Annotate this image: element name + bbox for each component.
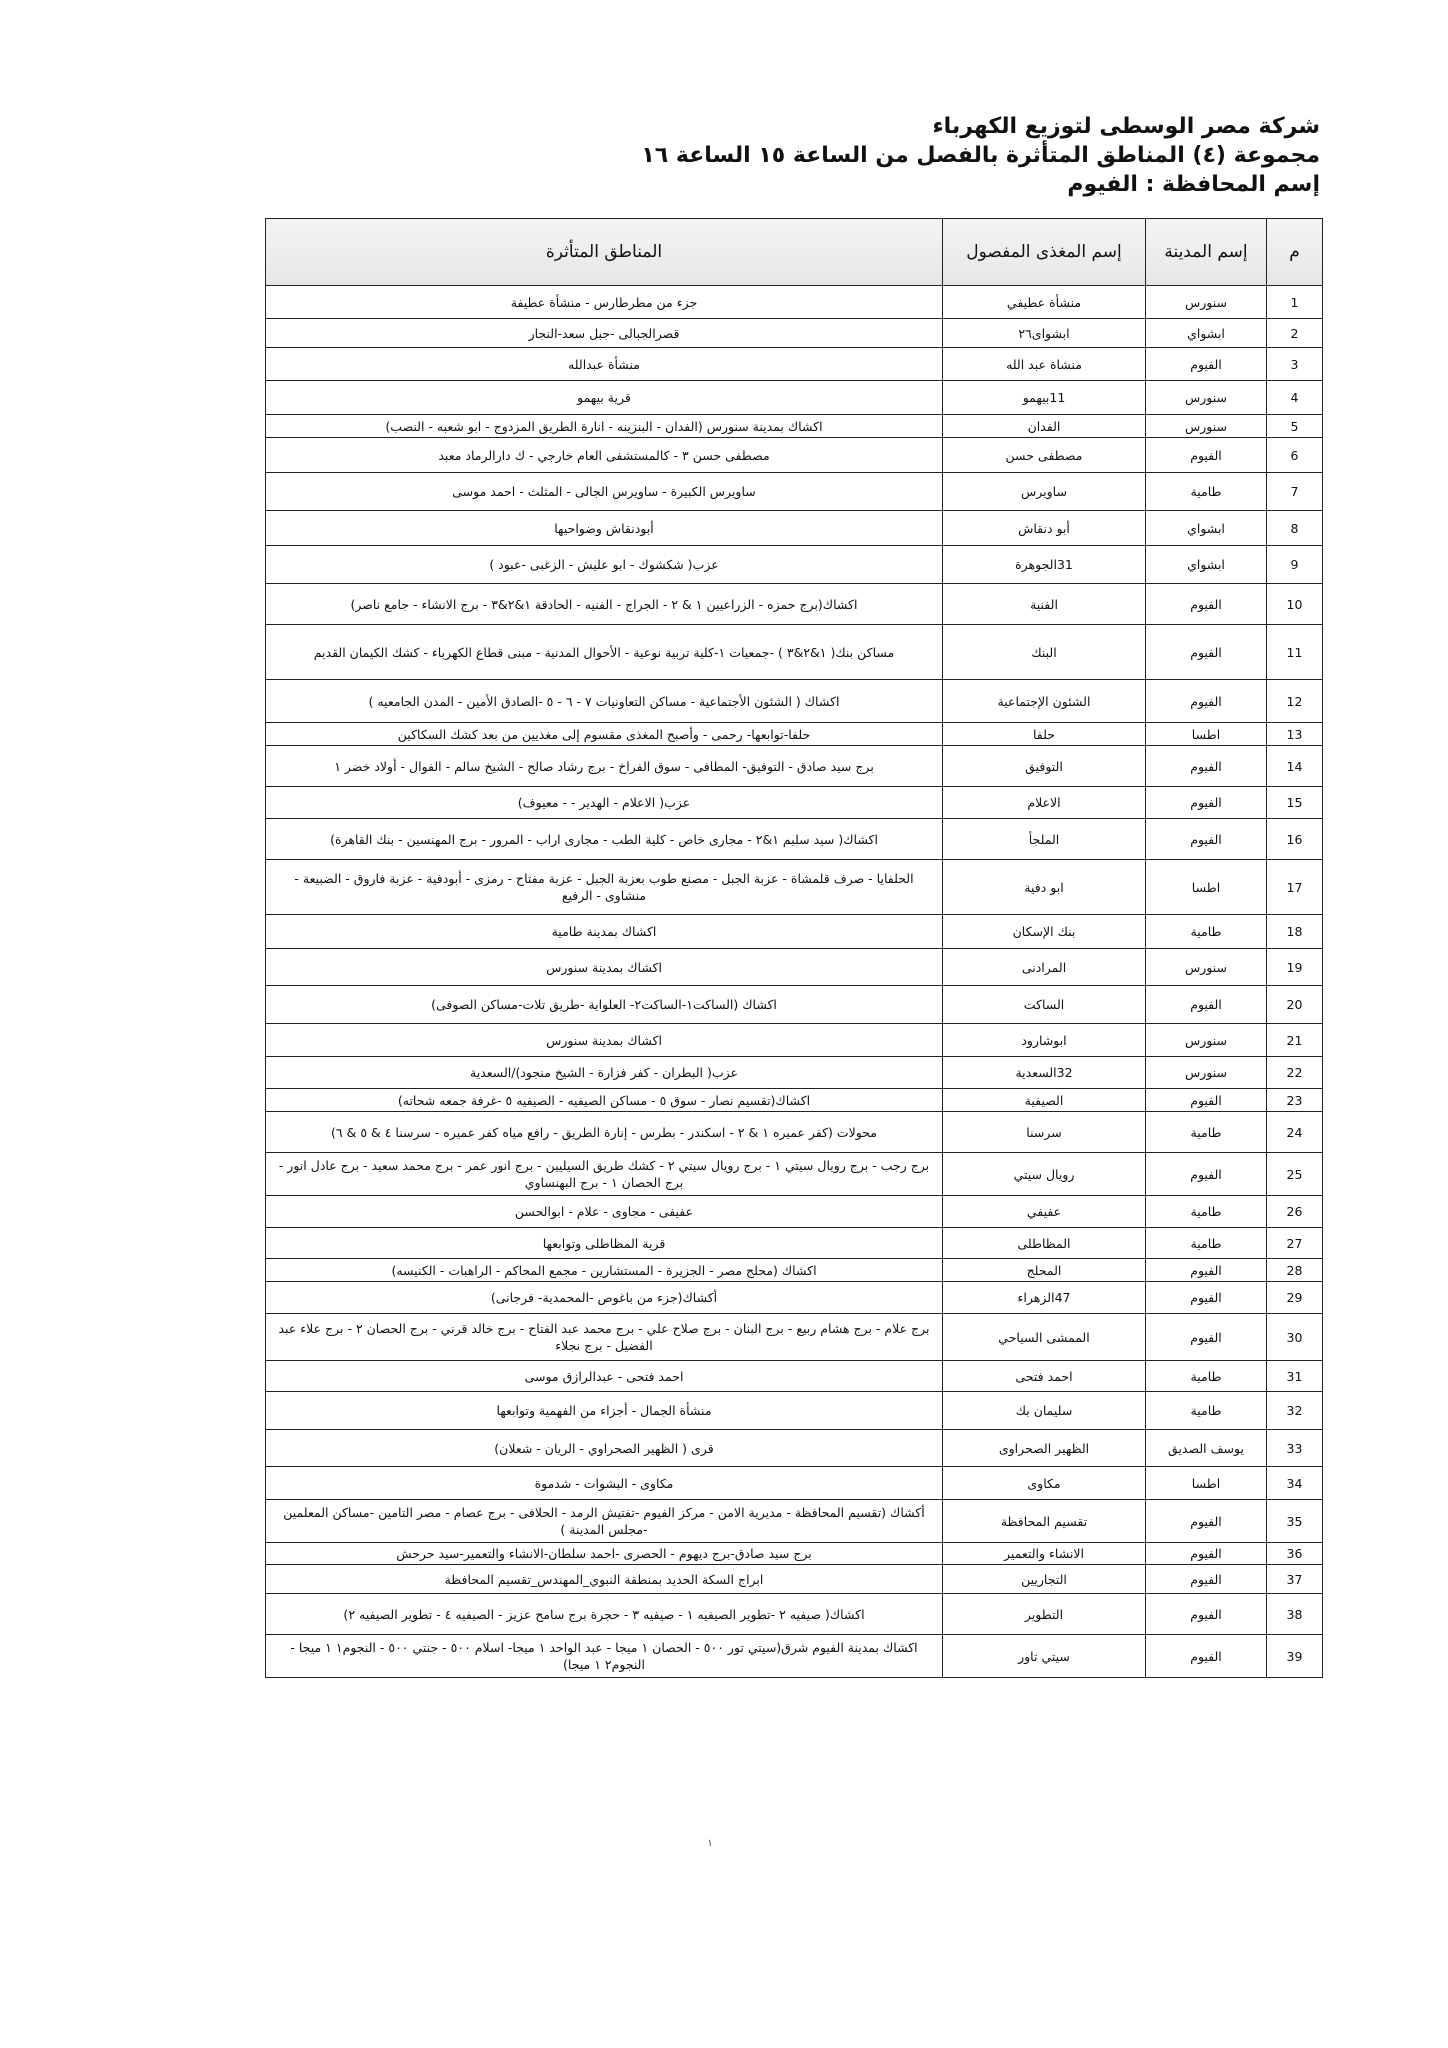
city-cell: سنورس: [1146, 1024, 1267, 1057]
affected-areas-cell: اكشاك بمدينة سنورس: [266, 949, 943, 986]
city-cell: ابشواي: [1146, 546, 1267, 584]
feeder-cell: ابشواى٢٦: [943, 319, 1146, 348]
affected-areas-cell: اكشاك (محلج مصر - الجزيرة - المستشارين - مجمع المحاكم - الراهبات - الكنيسه): [266, 1259, 943, 1282]
row-number-cell: 5: [1267, 415, 1323, 438]
city-cell: الفيوم: [1146, 584, 1267, 625]
row-number-cell: 18: [1267, 915, 1323, 949]
table-row: [266, 546, 1323, 584]
city-cell: طامية: [1146, 1361, 1267, 1392]
feeder-cell: مصطفى حسن: [943, 438, 1146, 473]
table-row: [266, 915, 1323, 949]
row-number-cell: 11: [1267, 625, 1323, 680]
city-cell: الفيوم: [1146, 1635, 1267, 1678]
table-row: [266, 680, 1323, 723]
row-number-cell: 31: [1267, 1361, 1323, 1392]
row-number-cell: 27: [1267, 1228, 1323, 1259]
table-row: [266, 319, 1323, 348]
feeder-cell: البنك: [943, 625, 1146, 680]
city-cell: الفيوم: [1146, 746, 1267, 787]
column-header-areas: المناطق المتأثرة: [266, 219, 943, 286]
affected-areas-cell: جزء من مطرطارس - منشأة عطيفة: [266, 286, 943, 319]
column-header-number: م: [1267, 219, 1323, 286]
feeder-cell: 11بيهمو: [943, 381, 1146, 415]
city-cell: طامية: [1146, 1112, 1267, 1153]
row-number-cell: 3: [1267, 348, 1323, 381]
row-number-cell: 26: [1267, 1196, 1323, 1228]
city-cell: سنورس: [1146, 949, 1267, 986]
table-row: [266, 1112, 1323, 1153]
column-header-city: إسم المدينة: [1146, 219, 1267, 286]
feeder-cell: التجاريين: [943, 1565, 1146, 1594]
row-number-cell: 25: [1267, 1153, 1323, 1196]
row-number-cell: 20: [1267, 986, 1323, 1024]
affected-areas-cell: قرية المظاطلى وتوابعها: [266, 1228, 943, 1259]
city-cell: الفيوم: [1146, 1594, 1267, 1635]
city-cell: طامية: [1146, 1196, 1267, 1228]
table-body: [266, 286, 1323, 1678]
feeder-cell: سرسنا: [943, 1112, 1146, 1153]
city-cell: الفيوم: [1146, 1153, 1267, 1196]
feeder-cell: ساويرس: [943, 473, 1146, 511]
row-number-cell: 4: [1267, 381, 1323, 415]
affected-areas-cell: عزب( شكشوك - ابو عليش - الزغبى -عبود ): [266, 546, 943, 584]
row-number-cell: 17: [1267, 860, 1323, 915]
city-cell: سنورس: [1146, 381, 1267, 415]
feeder-cell: الممشى السياحي: [943, 1314, 1146, 1361]
table-row: [266, 1314, 1323, 1361]
company-name: شركة مصر الوسطى لتوزيع الكهرباء: [932, 114, 1320, 139]
row-number-cell: 23: [1267, 1089, 1323, 1112]
affected-areas-cell: برج رجب - برج رويال سيتي ١ - برج رويال سيتي ٢ - كشك طريق السيليين - برج انور عمر - برج محمد سعيد - برج عادل انور - برج الحصان ١ - برج البهنساوي: [266, 1153, 943, 1196]
affected-areas-cell: عزب( البطران - كفر فزارة - الشيخ منجود)/السعدية: [266, 1057, 943, 1089]
feeder-cell: التوفيق: [943, 746, 1146, 787]
table-row: [266, 1361, 1323, 1392]
affected-areas-cell: أكشاك (تقسيم المحافظة - مديرية الامن - مركز الفيوم -تفتيش الرمد - الحلافى - برج عصام - مصر التامين -مساكن المعلمين -مجلس المدينة ): [266, 1500, 943, 1543]
table-header-row: [266, 219, 1323, 286]
affected-areas-cell: محولات (كفر عميره ١ & ٢ - اسكندر - بطرس - إنارة الطريق - رافع مياه كفر عميره - سرسنا ٤ & ٥ & ٦): [266, 1112, 943, 1153]
feeder-cell: سليمان بك: [943, 1392, 1146, 1430]
feeder-cell: الانشاء والتعمير: [943, 1543, 1146, 1565]
row-number-cell: 35: [1267, 1500, 1323, 1543]
feeder-cell: التطوير: [943, 1594, 1146, 1635]
feeder-cell: الساكت: [943, 986, 1146, 1024]
feeder-cell: الاعلام: [943, 787, 1146, 819]
table-row: [266, 1594, 1323, 1635]
table-row: [266, 286, 1323, 319]
affected-areas-cell: اكشاك بمدينة سنورس: [266, 1024, 943, 1057]
city-cell: الفيوم: [1146, 438, 1267, 473]
affected-areas-cell: اكشاك( سيد سليم ١&٢ - مجارى خاص - كلية الطب - مجارى اراب - المرور - برج المهنسين - بنك القاهرة): [266, 819, 943, 860]
city-cell: طامية: [1146, 473, 1267, 511]
feeder-cell: 32السعدية: [943, 1057, 1146, 1089]
table-row: [266, 584, 1323, 625]
row-number-cell: 19: [1267, 949, 1323, 986]
feeder-cell: الفدان: [943, 415, 1146, 438]
document-header: [70, 112, 1320, 199]
table-row: [266, 949, 1323, 986]
group-title: مجموعة (٤) المناطق المتأثرة بالفصل من الساعة ١٥ الساعة ١٦: [641, 143, 1320, 168]
table-row: [266, 1057, 1323, 1089]
feeder-cell: منشاة عبد الله: [943, 348, 1146, 381]
city-cell: طامية: [1146, 1228, 1267, 1259]
city-cell: طامية: [1146, 915, 1267, 949]
table-row: [266, 625, 1323, 680]
affected-areas-cell: برج علام - برج هشام ربيع - برج البنان - برج صلاح علي - برج محمد عبد الفتاح - برج خالد قرني - برج الحصان ٢ - برج علاء عبد الفضيل - برج نجلاء: [266, 1314, 943, 1361]
row-number-cell: 34: [1267, 1467, 1323, 1500]
row-number-cell: 1: [1267, 286, 1323, 319]
affected-areas-cell: احمد فتحى - عبدالرازق موسى: [266, 1361, 943, 1392]
city-cell: الفيوم: [1146, 986, 1267, 1024]
feeder-cell: الظهير الصحراوى: [943, 1430, 1146, 1467]
row-number-cell: 8: [1267, 511, 1323, 546]
city-cell: الفيوم: [1146, 1089, 1267, 1112]
feeder-cell: المرادنى: [943, 949, 1146, 986]
feeder-cell: عفيفي: [943, 1196, 1146, 1228]
table-row: [266, 1228, 1323, 1259]
row-number-cell: 38: [1267, 1594, 1323, 1635]
row-number-cell: 14: [1267, 746, 1323, 787]
affected-areas-cell: أبودنقاش وضواحيها: [266, 511, 943, 546]
affected-areas-cell: مساكن بنك( ١&٢&٣ ) -جمعيات ١-كلية تربية نوعية - الأحوال المدنية - مبنى قطاع الكهرباء - كشك الكيمان القديم: [266, 625, 943, 680]
feeder-cell: المظاطلى: [943, 1228, 1146, 1259]
affected-areas-cell: قصرالجبالى -جبل سعد-النجار: [266, 319, 943, 348]
column-header-feeder: إسم المغذى المفصول: [943, 219, 1146, 286]
affected-areas-cell: الحلفايا - صرف قلمشاة - عزبة الجبل - مصنع طوب بعزبة الجبل - عزبة مفتاح - رمزى - أبودفية - عزبة فاروق - الضبيعة - منشاوى - الرفيع: [266, 860, 943, 915]
city-cell: الفيوم: [1146, 348, 1267, 381]
city-cell: ابشواي: [1146, 319, 1267, 348]
affected-areas-cell: اكشاك (الساكت١-الساكت٢- العلواية -طريق تلات-مساكن الصوفى): [266, 986, 943, 1024]
row-number-cell: 32: [1267, 1392, 1323, 1430]
city-cell: سنورس: [1146, 286, 1267, 319]
table-row: [266, 723, 1323, 746]
city-cell: الفيوم: [1146, 680, 1267, 723]
affected-areas-cell: حلفا-توابعها- رحمى - وأصبح المغذى مقسوم إلى مغذيين من بعد كشك السكاكين: [266, 723, 943, 746]
affected-areas-cell: عزب( الاعلام - الهدير - - معيوف): [266, 787, 943, 819]
row-number-cell: 21: [1267, 1024, 1323, 1057]
row-number-cell: 9: [1267, 546, 1323, 584]
affected-areas-cell: مصطفى حسن ٣ - كالمستشفى العام خارجي - ك دارالرماد معبد: [266, 438, 943, 473]
row-number-cell: 13: [1267, 723, 1323, 746]
row-number-cell: 29: [1267, 1282, 1323, 1314]
row-number-cell: 6: [1267, 438, 1323, 473]
feeder-cell: المحلج: [943, 1259, 1146, 1282]
feeder-cell: ابو دفية: [943, 860, 1146, 915]
affected-areas-cell: اكشاك( صيفيه ٢ -تطوير الصيفيه ١ - صيفيه ٣ - حجرة برج سامح عزيز - الصيفيه ٤ - تطوير الصيفيه ٢): [266, 1594, 943, 1635]
affected-areas-cell: قرى ( الظهير الصحراوي - الريان - شعلان): [266, 1430, 943, 1467]
affected-areas-cell: مكاوى - البشوات - شدموة: [266, 1467, 943, 1500]
affected-areas-cell: منشأة عبدالله: [266, 348, 943, 381]
feeder-cell: 31الجوهرة: [943, 546, 1146, 584]
city-cell: الفيوم: [1146, 787, 1267, 819]
table-row: [266, 1500, 1323, 1543]
city-cell: سنورس: [1146, 415, 1267, 438]
table-row: [266, 1153, 1323, 1196]
feeder-cell: الصيفية: [943, 1089, 1146, 1112]
table-row: [266, 415, 1323, 438]
city-cell: الفيوم: [1146, 1565, 1267, 1594]
row-number-cell: 10: [1267, 584, 1323, 625]
row-number-cell: 16: [1267, 819, 1323, 860]
table-row: [266, 381, 1323, 415]
feeder-cell: احمد فتحى: [943, 1361, 1146, 1392]
feeder-cell: الملجأ: [943, 819, 1146, 860]
row-number-cell: 24: [1267, 1112, 1323, 1153]
city-cell: الفيوم: [1146, 819, 1267, 860]
feeder-cell: تقسيم المحافظة: [943, 1500, 1146, 1543]
affected-areas-cell: ساويرس الكبيرة - ساويرس الجالى - المثلث - احمد موسى: [266, 473, 943, 511]
row-number-cell: 22: [1267, 1057, 1323, 1089]
table-row: [266, 1196, 1323, 1228]
table-row: [266, 1565, 1323, 1594]
feeder-cell: رويال سيتي: [943, 1153, 1146, 1196]
table-row: [266, 473, 1323, 511]
table-row: [266, 860, 1323, 915]
table-row: [266, 348, 1323, 381]
city-cell: اطسا: [1146, 1467, 1267, 1500]
row-number-cell: 39: [1267, 1635, 1323, 1678]
row-number-cell: 28: [1267, 1259, 1323, 1282]
city-cell: الفيوم: [1146, 1282, 1267, 1314]
feeder-cell: منشأة عطيفي: [943, 286, 1146, 319]
table-row: [266, 1259, 1323, 1282]
feeder-cell: بنك الإسكان: [943, 915, 1146, 949]
city-cell: الفيوم: [1146, 625, 1267, 680]
city-cell: الفيوم: [1146, 1259, 1267, 1282]
table-row: [266, 1392, 1323, 1430]
row-number-cell: 30: [1267, 1314, 1323, 1361]
table-row: [266, 787, 1323, 819]
row-number-cell: 15: [1267, 787, 1323, 819]
affected-areas-cell: اكشاك(برج حمزه - الزراعيين ١ & ٢ - الجراج - الفنيه - الحادقة ١&٢&٣ - برج الانشاء - جامع ناصر): [266, 584, 943, 625]
page-number: ١: [707, 1838, 713, 1849]
row-number-cell: 2: [1267, 319, 1323, 348]
row-number-cell: 7: [1267, 473, 1323, 511]
table-row: [266, 819, 1323, 860]
city-cell: يوسف الصديق: [1146, 1430, 1267, 1467]
feeder-cell: الفنية: [943, 584, 1146, 625]
affected-areas-cell: أكشاك(جزء من باغوص -المحمدية- فرجانى): [266, 1282, 943, 1314]
affected-areas-cell: قرية بيهمو: [266, 381, 943, 415]
table-row: [266, 438, 1323, 473]
row-number-cell: 36: [1267, 1543, 1323, 1565]
city-cell: الفيوم: [1146, 1543, 1267, 1565]
feeder-cell: 47الزهراء: [943, 1282, 1146, 1314]
feeder-cell: ابوشارود: [943, 1024, 1146, 1057]
table-row: [266, 1024, 1323, 1057]
affected-areas-cell: ابراج السكة الحديد بمنطقة النبوي_المهندس_تقسيم المحافظة: [266, 1565, 943, 1594]
table-row: [266, 1430, 1323, 1467]
table-row: [266, 746, 1323, 787]
feeder-cell: حلفا: [943, 723, 1146, 746]
table-row: [266, 1543, 1323, 1565]
table-row: [266, 1282, 1323, 1314]
row-number-cell: 12: [1267, 680, 1323, 723]
affected-areas-cell: اكشاك(تقسيم نصار - سوق ٥ - مساكن الصيفيه - الصيفيه ٥ -غرفة جمعه شحاته): [266, 1089, 943, 1112]
row-number-cell: 37: [1267, 1565, 1323, 1594]
table-row: [266, 511, 1323, 546]
feeder-cell: سيتي تاور: [943, 1635, 1146, 1678]
table-row: [266, 1635, 1323, 1678]
city-cell: طامية: [1146, 1392, 1267, 1430]
feeder-cell: الشئون الإجتماعية: [943, 680, 1146, 723]
affected-areas-cell: اكشاك بمدينة الفيوم شرق(سيتي تور ٥٠٠ - الحصان ١ ميجا - عبد الواحد ١ ميجا- اسلام ٥٠٠ - جنتي ٥٠٠ - النجوم١ ١ ميجا - النجوم٢ ١ ميجا): [266, 1635, 943, 1678]
affected-areas-cell: عفيفى - مجاوى - علام - ابوالحسن: [266, 1196, 943, 1228]
table-row: [266, 1089, 1323, 1112]
affected-areas-cell: برج سيد صادق - التوفيق- المطافى - سوق الفراخ - برج رشاد صالح - الشيخ سالم - الفوال - أولاد خضر ١: [266, 746, 943, 787]
city-cell: ابشواي: [1146, 511, 1267, 546]
city-cell: سنورس: [1146, 1057, 1267, 1089]
table-row: [266, 1467, 1323, 1500]
affected-areas-cell: برج سيد صادق-برج ديهوم - الحصرى -احمد سلطان-الانشاء والتعمير-سيد حرحش: [266, 1543, 943, 1565]
affected-areas-table: [265, 218, 1323, 1678]
city-cell: اطسا: [1146, 860, 1267, 915]
table-row: [266, 986, 1323, 1024]
city-cell: الفيوم: [1146, 1500, 1267, 1543]
feeder-cell: أبو دنقاش: [943, 511, 1146, 546]
governorate-title: إسم المحافظة : الفيوم: [1067, 172, 1320, 197]
affected-areas-cell: منشأة الجمال - أجزاء من الفهمية وتوابعها: [266, 1392, 943, 1430]
row-number-cell: 33: [1267, 1430, 1323, 1467]
feeder-cell: مكاوى: [943, 1467, 1146, 1500]
affected-areas-cell: اكشاك بمدينة طامية: [266, 915, 943, 949]
affected-areas-cell: اكشاك بمدينة سنورس (الفدان - البنزينه - انارة الطريق المزدوج - ابو شعبه - النصب): [266, 415, 943, 438]
city-cell: الفيوم: [1146, 1314, 1267, 1361]
city-cell: اطسا: [1146, 723, 1267, 746]
affected-areas-cell: اكشاك ( الشئون الأجتماعية - مساكن التعاونيات ٧ - ٦ - ٥ -الصادق الأمين - المدن الجامعيه ): [266, 680, 943, 723]
